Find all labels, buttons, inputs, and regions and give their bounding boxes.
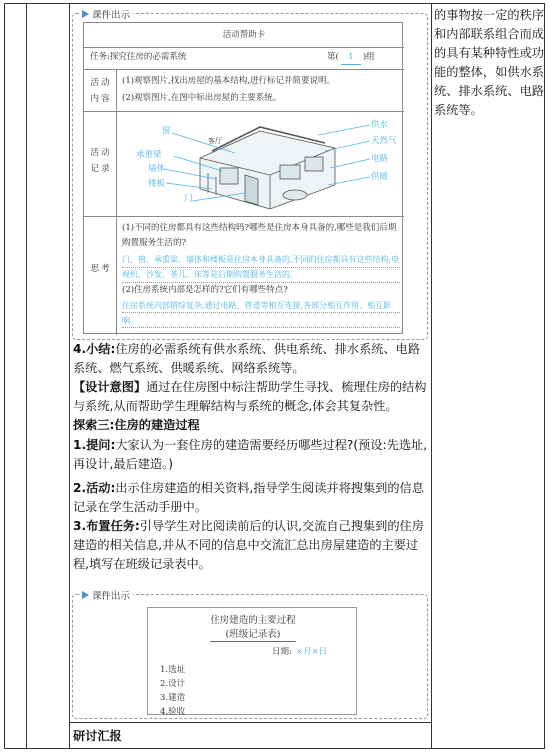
- play-icon: [82, 10, 89, 18]
- label-water: 供水: [371, 120, 389, 130]
- step-3: 3.建造: [160, 693, 186, 703]
- house-room-tag: 客厅: [208, 137, 222, 145]
- label-beam: 承重梁: [136, 150, 162, 160]
- table-divider-mid: [69, 3, 70, 749]
- design-intent-paragraph: 【设计意图】通过在住房图中标注帮助学生寻找、梳理住房的结构与系统,从而帮助学生理解结构与系统的概念,体会其复杂性。: [73, 380, 427, 413]
- activity-paragraph: 2.活动:出示住房建造的相关资料,指导学生阅读并将搜集到的信息记录在学生活动手册中。: [73, 481, 424, 514]
- task-label: 任务:探究住房的必需系统: [90, 52, 187, 62]
- answer-1: 门、窗、承重梁、墙体和楼板是住房本身具备的,不同的住房都具有这些结构;电视机、沙发、茶几、床等是后期购置服务生活的。: [122, 255, 400, 279]
- content-line-2: (2)观察图片,在图中标出房屋的主要系统。: [122, 93, 282, 103]
- card-title: 活动帮助卡: [222, 30, 266, 40]
- discussion-heading: 研讨汇报: [73, 729, 122, 743]
- label-window: 窗: [162, 126, 171, 136]
- step-4: 4.验收: [160, 707, 186, 717]
- label-heating: 供暖: [371, 172, 389, 182]
- side-definition-text: 的事物按一定的秩序和内部联系组合而成的具有某种特性或功能的整体，如供水系统、排水系统、电路系统等。: [434, 8, 544, 117]
- record-subtitle: (班级记录表): [225, 629, 281, 640]
- courseware-badge: 课件出示: [79, 588, 133, 602]
- label-door: 门: [184, 194, 193, 204]
- task-paragraph: 3.布置任务:引导学生对比阅读前后的认识,交流自己搜集到的住房建造的相关信息,并从不同的信息中交流汇总出房屋建造的主要过程,填写在班级记录表中。: [73, 519, 424, 571]
- question-paragraph: 1.提问:大家认为一套住房的建造需要经历哪些过程?(预设:先选址,再设计,最后建造。): [73, 438, 428, 471]
- summary-paragraph: 4.小结:住房的必需系统有供水系统、供电系统、排水系统、电路系统、燃气系统、供暖系统、网络系统等。: [73, 342, 421, 375]
- table-divider-left: [26, 3, 27, 749]
- explore-three-heading: 探索三:住房的建造过程: [73, 418, 200, 432]
- question-2: (2)住房系统内部是怎样的?它们有哪些特点?: [122, 285, 288, 295]
- group-number: 第( 1 )组: [327, 51, 375, 65]
- step-2: 2.设计: [160, 679, 186, 689]
- row-label-think: 思考: [90, 264, 112, 274]
- courseware-panel-1: [72, 10, 428, 340]
- play-icon: [82, 591, 89, 599]
- record-title: 住房建造的主要过程: [210, 615, 296, 626]
- table-row-divider: [69, 722, 431, 723]
- record-date: 日期: ×月×日: [272, 647, 328, 657]
- answer-2: 住房系统内部错综复杂,通过电路、管道等相互连接,各部分相互作用、相互影响。: [122, 301, 392, 325]
- class-record-card: [147, 607, 357, 715]
- question-1: (1)不同的住房都具有这些结构吗?哪些是住房本身具备的,哪些是我们后期购置服务生活的?: [122, 223, 397, 248]
- step-1: 1.选址: [160, 665, 186, 675]
- table-divider-right: [431, 3, 432, 749]
- activity-help-card: [83, 22, 403, 334]
- label-floor: 楼板: [148, 179, 166, 189]
- courseware-badge: 课件出示: [79, 7, 133, 21]
- courseware-panel-2: [72, 591, 428, 719]
- label-wall: 墙体: [148, 164, 166, 174]
- content-line-1: (1)观察图片,找出房屋的基本结构,进行标记并简要说明。: [122, 76, 335, 86]
- row-label-content: 活动 内容: [90, 78, 112, 104]
- label-gas: 天然气: [371, 136, 397, 146]
- row-label-record: 活动 记录: [90, 148, 112, 174]
- label-circuit: 电路: [371, 154, 389, 164]
